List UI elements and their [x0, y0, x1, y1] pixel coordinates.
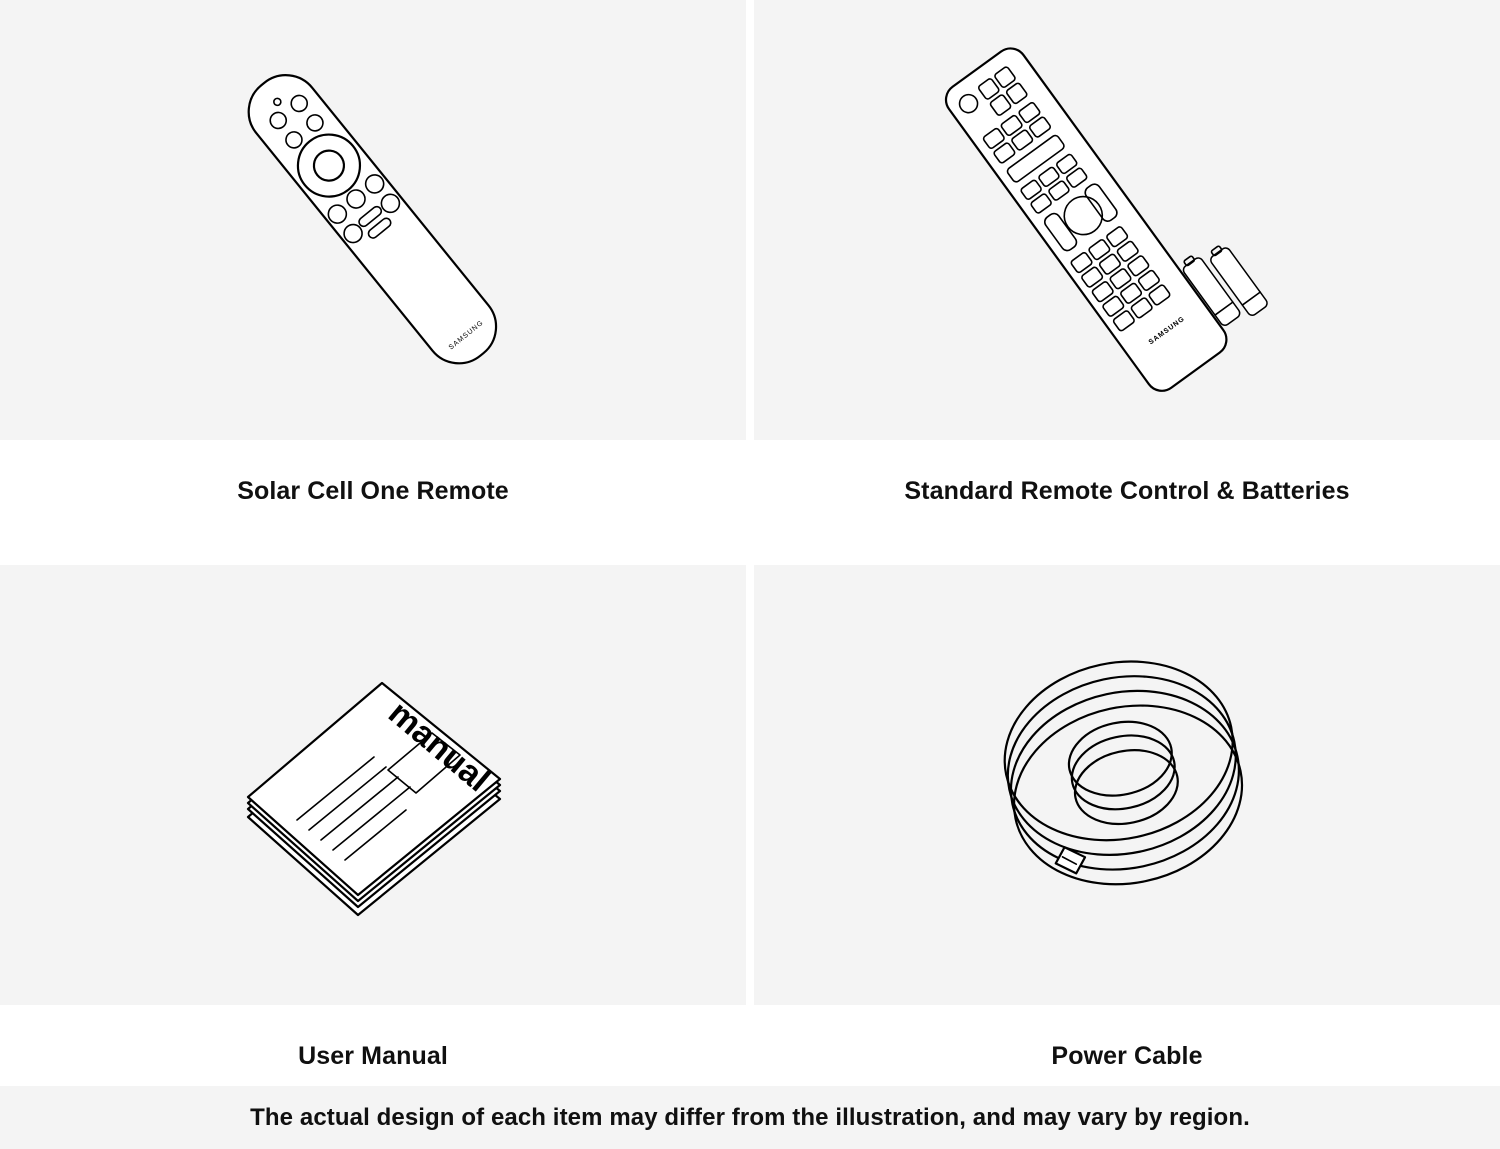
footer-note-bar: [0, 1086, 1500, 1149]
item-caption-standard-remote: Standard Remote Control & Batteries: [754, 440, 1500, 543]
standard-remote-and-batteries-icon: [754, 0, 1500, 440]
brand-label: SAMSUNG: [447, 319, 486, 352]
footer-note-text: The actual design of each item may differ from the illustration, and may vary by region.: [250, 1103, 1250, 1131]
item-caption-user-manual: User Manual: [0, 1005, 746, 1108]
manual-cover-word: manual: [381, 693, 497, 800]
illustration-panel-solar-remote: [0, 0, 746, 440]
grid-gutter-horizontal-right: [754, 543, 1500, 565]
coiled-power-cable-icon: [754, 565, 1500, 1005]
grid-gutter-horizontal-left: [0, 543, 746, 565]
slim-tv-remote-icon: [0, 0, 746, 440]
grid-gutter-vertical-top: [746, 0, 754, 543]
item-caption-power-cable: Power Cable: [754, 1005, 1500, 1108]
item-cell-user-manual: [0, 565, 746, 1108]
item-cell-solar-cell-one-remote: [0, 0, 746, 543]
illustration-panel-standard-remote: [754, 0, 1500, 440]
item-cell-power-cable: [754, 565, 1500, 1108]
illustration-panel-power-cable: [754, 565, 1500, 1005]
illustration-panel-user-manual: [0, 565, 746, 1005]
grid-gutter-vertical-bottom: [746, 565, 754, 1108]
item-cell-standard-remote: [754, 0, 1500, 543]
brand-label: SAMSUNG: [1147, 315, 1187, 347]
grid-gutter-center: [746, 543, 754, 565]
user-manual-booklet-icon: [0, 565, 746, 1005]
item-caption-solar-remote: Solar Cell One Remote: [0, 440, 746, 543]
